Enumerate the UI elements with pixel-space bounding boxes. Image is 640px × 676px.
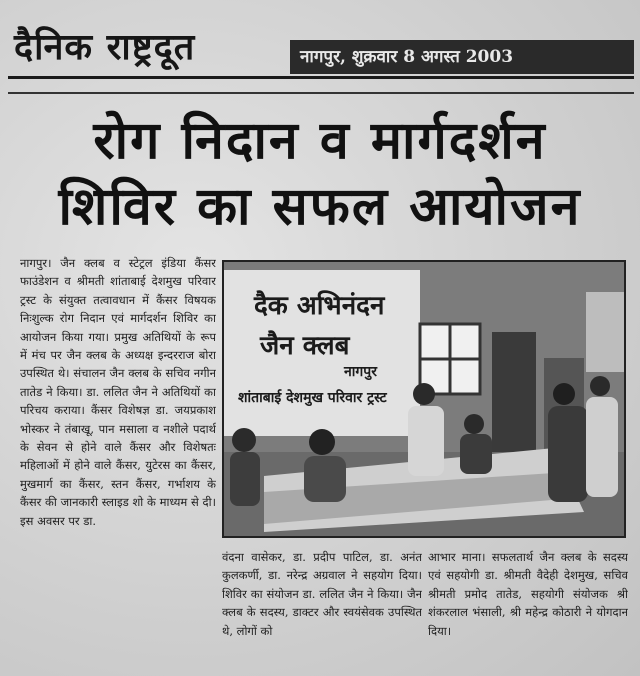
photo-banner-line-2: जैन क्लब bbox=[260, 331, 350, 361]
event-photo bbox=[222, 260, 626, 538]
dateline: नागपुर, शुक्रवार 8 अगस्त 2003 bbox=[290, 40, 634, 74]
photo-banner-line-1: दैक अभिनंदन bbox=[254, 291, 385, 321]
headline-line-1: रोग निदान व मार्गदर्शन bbox=[93, 110, 547, 171]
article-body-bottom-column-2: आभार माना। सफलतार्थ जैन क्लब के सदस्य एवं सहयोगी डा. श्रीमती वैदेही देशमुख, सचिव श्रीमती प्रमोद तातेड, सहयोगी संयोजक श्री शंकरलाल भंसाली, श्री महेन्द्र कोठारी ने योगदान दिया। bbox=[428, 550, 628, 638]
photo-banner-line-4: शांताबाई देशमुख परिवार ट्रस्ट bbox=[238, 390, 387, 406]
masthead bbox=[8, 14, 634, 79]
masthead-divider bbox=[8, 92, 634, 94]
newspaper-title: दैनिक राष्ट्रदूत bbox=[14, 26, 196, 68]
article-body-left-column: नागपुर। जैन क्लब व स्टेट्रल इंडिया कैंसर फाउंडेशन व श्रीमती शांताबाई देशमुख परिवार ट्रस्ट के संयुक्त तत्वावधान में कैंसर विषयक निःशुल्क रोग निदान एवं मार्गदर्शन शिविर का आयोजन किया गया। प्रमुख अतिथियों के रूप में मंच पर जैन क्लब के अध्यक्ष इन्दरराज बोरा उपस्थित थे। संचालन जैन क्लब के सचिव नगीन तातेड ने किया। डा. ललित जैन ने अतिथियों का परिचय कराया। कैंसर विशेषज्ञ डा. जयप्रकाश भोस्कर ने तंबाखू, पान मसाला व नशीले पदार्थ के सेवन से होने वाले कैंसर और विशेषतः महिलाओं में होने वाले कैंसर, युटेरस का कैंसर, मुखमार्ग का कैंसर, स्तन कैंसर, गर्भाशय के कैंसर की जानकारी स्लाइड शो के माध्यम से दी। इस अवसर पर डा. bbox=[20, 256, 216, 528]
photo-banner-line-3: नागपुर bbox=[344, 364, 377, 380]
headline-line-2: शिविर का सफल आयोजन bbox=[58, 176, 582, 237]
article-headline bbox=[14, 108, 626, 240]
article-body-bottom-column-1: वंदना वासेकर, डा. प्रदीप पाटिल, डा. अनंत कुलकर्णी, डा. नरेन्द्र अग्रवाल ने सहयोग दिया। शिविर का संयोजन डा. ललित जैन ने किया। जैन क्लब के सदस्य, डाक्टर और स्वयंसेवक उपस्थित थे, लोगों को bbox=[222, 550, 422, 638]
